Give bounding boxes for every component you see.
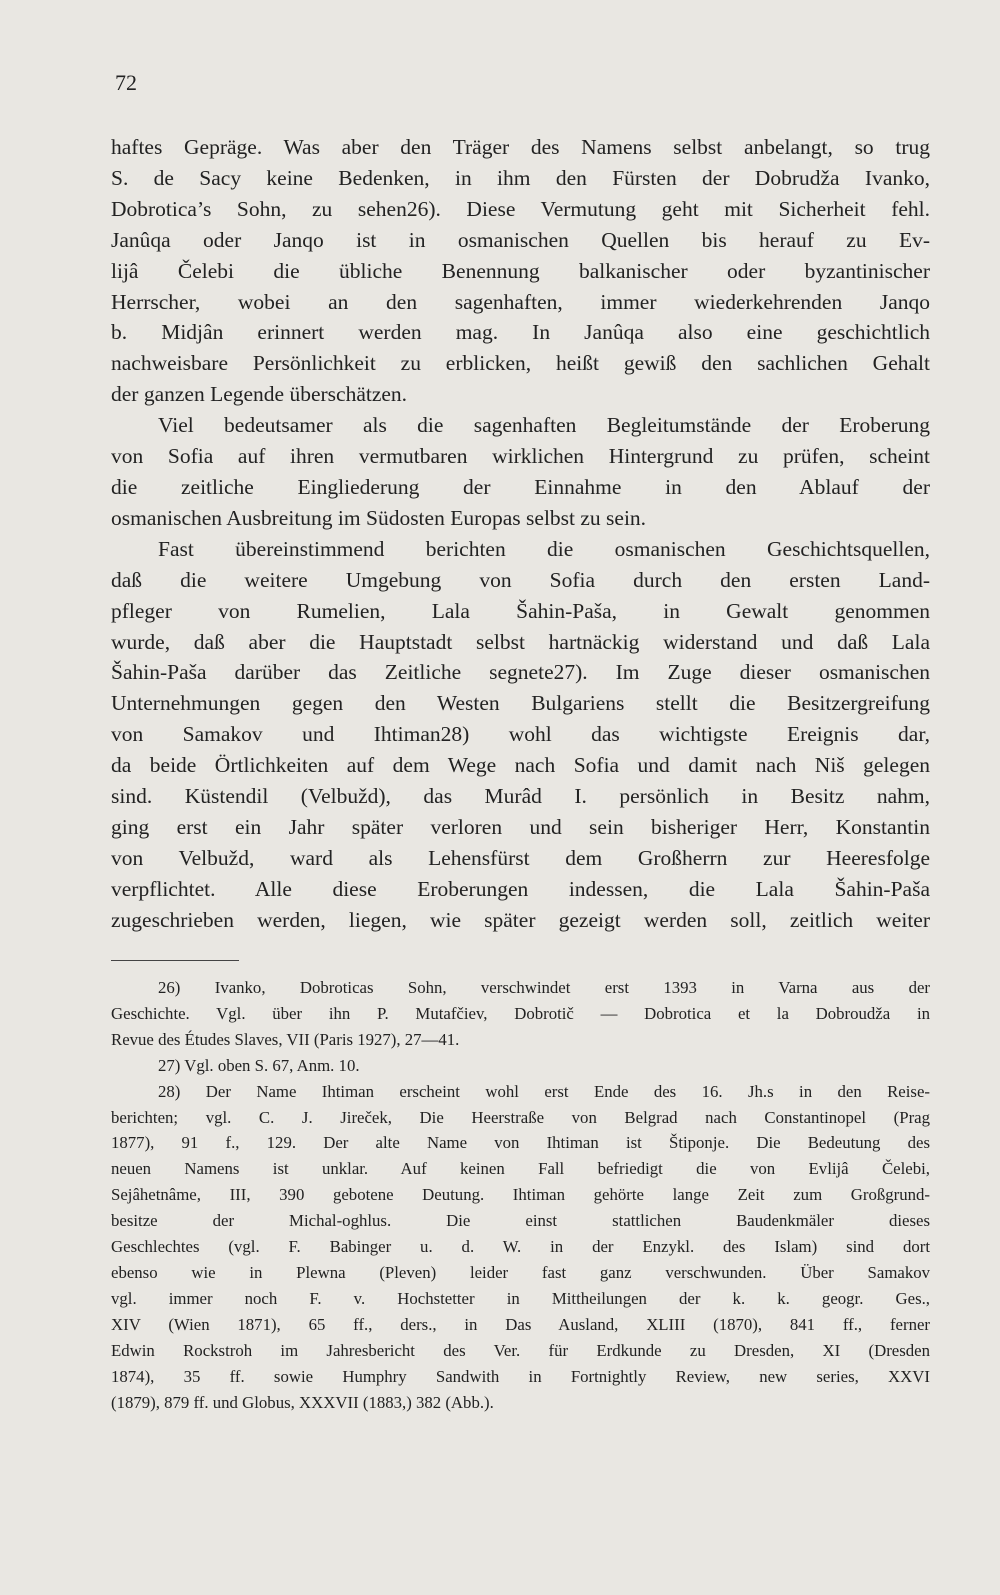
body-line: pfleger von Rumelien, Lala Šahin-Paša, in Gewalt genommen bbox=[111, 598, 930, 623]
body-line: nachweisbare Persönlichkeit zu erblicken, heißt gewiß den sachlichen Gehalt bbox=[111, 351, 930, 376]
footnote-line: Revue des Études Slaves, VII (Paris 1927), 27—41. bbox=[111, 1029, 460, 1049]
body-line: S. de Sacy keine Bedenken, in ihm den Fürsten der Dobrudža Ivanko, bbox=[111, 165, 930, 190]
footnote-line: Geschichte. Vgl. über ihn P. Mutafčiev, Dobrotič — Dobrotica et la Dobroudža in bbox=[111, 1003, 930, 1023]
footnote-line: 27) Vgl. oben S. 67, Anm. 10. bbox=[158, 1055, 360, 1075]
body-line: Dobrotica’s Sohn, zu sehen26). Diese Vermutung geht mit Sicherheit fehl. bbox=[111, 196, 930, 221]
footnote-line: 26) Ivanko, Dobroticas Sohn, verschwindet erst 1393 in Varna aus der bbox=[158, 978, 930, 997]
body-line: verpflichtet. Alle diese Eroberungen indessen, die Lala Šahin-Paša bbox=[111, 876, 930, 901]
footnote-line: 28) Der Name Ihtiman erscheint wohl erst Ende des 16. Jh.s in den Reise- bbox=[158, 1081, 930, 1101]
body-line: von Velbužd, ward als Lehensfürst dem Großherrn zur Heeresfolge bbox=[111, 845, 930, 870]
footnote-line: besitze der Michal-oghlus. Die einst stattlichen Baudenkmäler dieses bbox=[111, 1211, 930, 1231]
body-line: daß die weitere Umgebung von Sofia durch den ersten Land- bbox=[111, 567, 930, 592]
body-line: die zeitliche Eingliederung der Einnahme in den Ablauf der bbox=[111, 474, 930, 499]
footnote-line: 1874), 35 ff. sowie Humphry Sandwith in Fortnightly Review, new series, XXVI bbox=[111, 1366, 930, 1386]
body-line: von Sofia auf ihren vermutbaren wirklichen Hintergrund zu prüfen, scheint bbox=[111, 444, 930, 469]
body-line: haftes Gepräge. Was aber den Träger des Namens selbst anbelangt, so trug bbox=[111, 135, 930, 159]
footnote-line: Edwin Rockstroh im Jahresbericht des Ver. für Erdkunde zu Dresden, XI (Dresden bbox=[111, 1340, 930, 1360]
footnote-line: ebenso wie in Plewna (Pleven) leider fast ganz verschwunden. Über Samakov bbox=[111, 1262, 930, 1282]
body-line: zugeschrieben werden, liegen, wie später gezeigt werden soll, zeitlich weiter bbox=[111, 907, 930, 932]
body-line: Herrscher, wobei an den sagenhaften, immer wiederkehrenden Janqo bbox=[111, 289, 930, 314]
footnote-line: (1879), 879 ff. und Globus, XXXVII (1883,) 382 (Abb.). bbox=[111, 1392, 494, 1412]
footnote-divider bbox=[111, 960, 239, 961]
footnote-line: XIV (Wien 1871), 65 ff., ders., in Das Ausland, XLIII (1870), 841 ff., ferner bbox=[111, 1314, 930, 1334]
body-line: von Samakov und Ihtiman28) wohl das wichtigste Ereignis dar, bbox=[111, 722, 930, 747]
body-line: Fast übereinstimmend berichten die osmanischen Geschichtsquellen, bbox=[158, 536, 930, 561]
footnote-line: Geschlechtes (vgl. F. Babinger u. d. W. in der Enzykl. des Islam) sind dort bbox=[111, 1237, 930, 1257]
footnote-line: Sejâhetnâme, III, 390 gebotene Deutung. Ihtiman gehörte lange Zeit zum Großgrund- bbox=[111, 1185, 930, 1205]
body-line: Janûqa oder Janqo ist in osmanischen Quellen bis herauf zu Ev- bbox=[111, 227, 930, 252]
footnote-line: neuen Namens ist unklar. Auf keinen Fall befriedigt die von Evlijâ Čelebi, bbox=[111, 1159, 930, 1179]
footnote-line: berichten; vgl. C. J. Jireček, Die Heerstraße von Belgrad nach Constantinopel (Prag bbox=[111, 1107, 930, 1127]
body-line: Šahin-Paša darüber das Zeitliche segnete27). Im Zuge dieser osmanischen bbox=[111, 660, 930, 685]
body-line: der ganzen Legende überschätzen. bbox=[111, 382, 408, 407]
body-line: da beide Örtlichkeiten auf dem Wege nach Sofia und damit nach Niš gelegen bbox=[111, 753, 930, 778]
footnote-line: vgl. immer noch F. v. Hochstetter in Mittheilungen der k. k. geogr. Ges., bbox=[111, 1288, 930, 1308]
body-line: lijâ Čelebi die übliche Benennung balkanischer oder byzantinischer bbox=[111, 258, 930, 283]
body-text bbox=[111, 132, 930, 936]
footnote-line: 1877), 91 f., 129. Der alte Name von Ihtiman ist Štiponje. Die Bedeutung des bbox=[111, 1133, 930, 1153]
body-line: Unternehmungen gegen den Westen Bulgariens stellt die Besitzergreifung bbox=[111, 691, 930, 716]
footnotes bbox=[111, 975, 930, 1415]
body-line: wurde, daß aber die Hauptstadt selbst hartnäckig widerstand und daß Lala bbox=[111, 629, 930, 654]
body-line: osmanischen Ausbreitung im Südosten Europas selbst zu sein. bbox=[111, 505, 647, 530]
body-line: sind. Küstendil (Velbužd), das Murâd I. persönlich in Besitz nahm, bbox=[111, 784, 930, 809]
body-line: Viel bedeutsamer als die sagenhaften Begleitumstände der Eroberung bbox=[158, 413, 930, 438]
body-line: ging erst ein Jahr später verloren und sein bisheriger Herr, Konstantin bbox=[111, 814, 930, 839]
page-number: 72 bbox=[115, 70, 137, 95]
body-line: b. Midjân erinnert werden mag. In Janûqa also eine geschichtlich bbox=[111, 320, 930, 345]
